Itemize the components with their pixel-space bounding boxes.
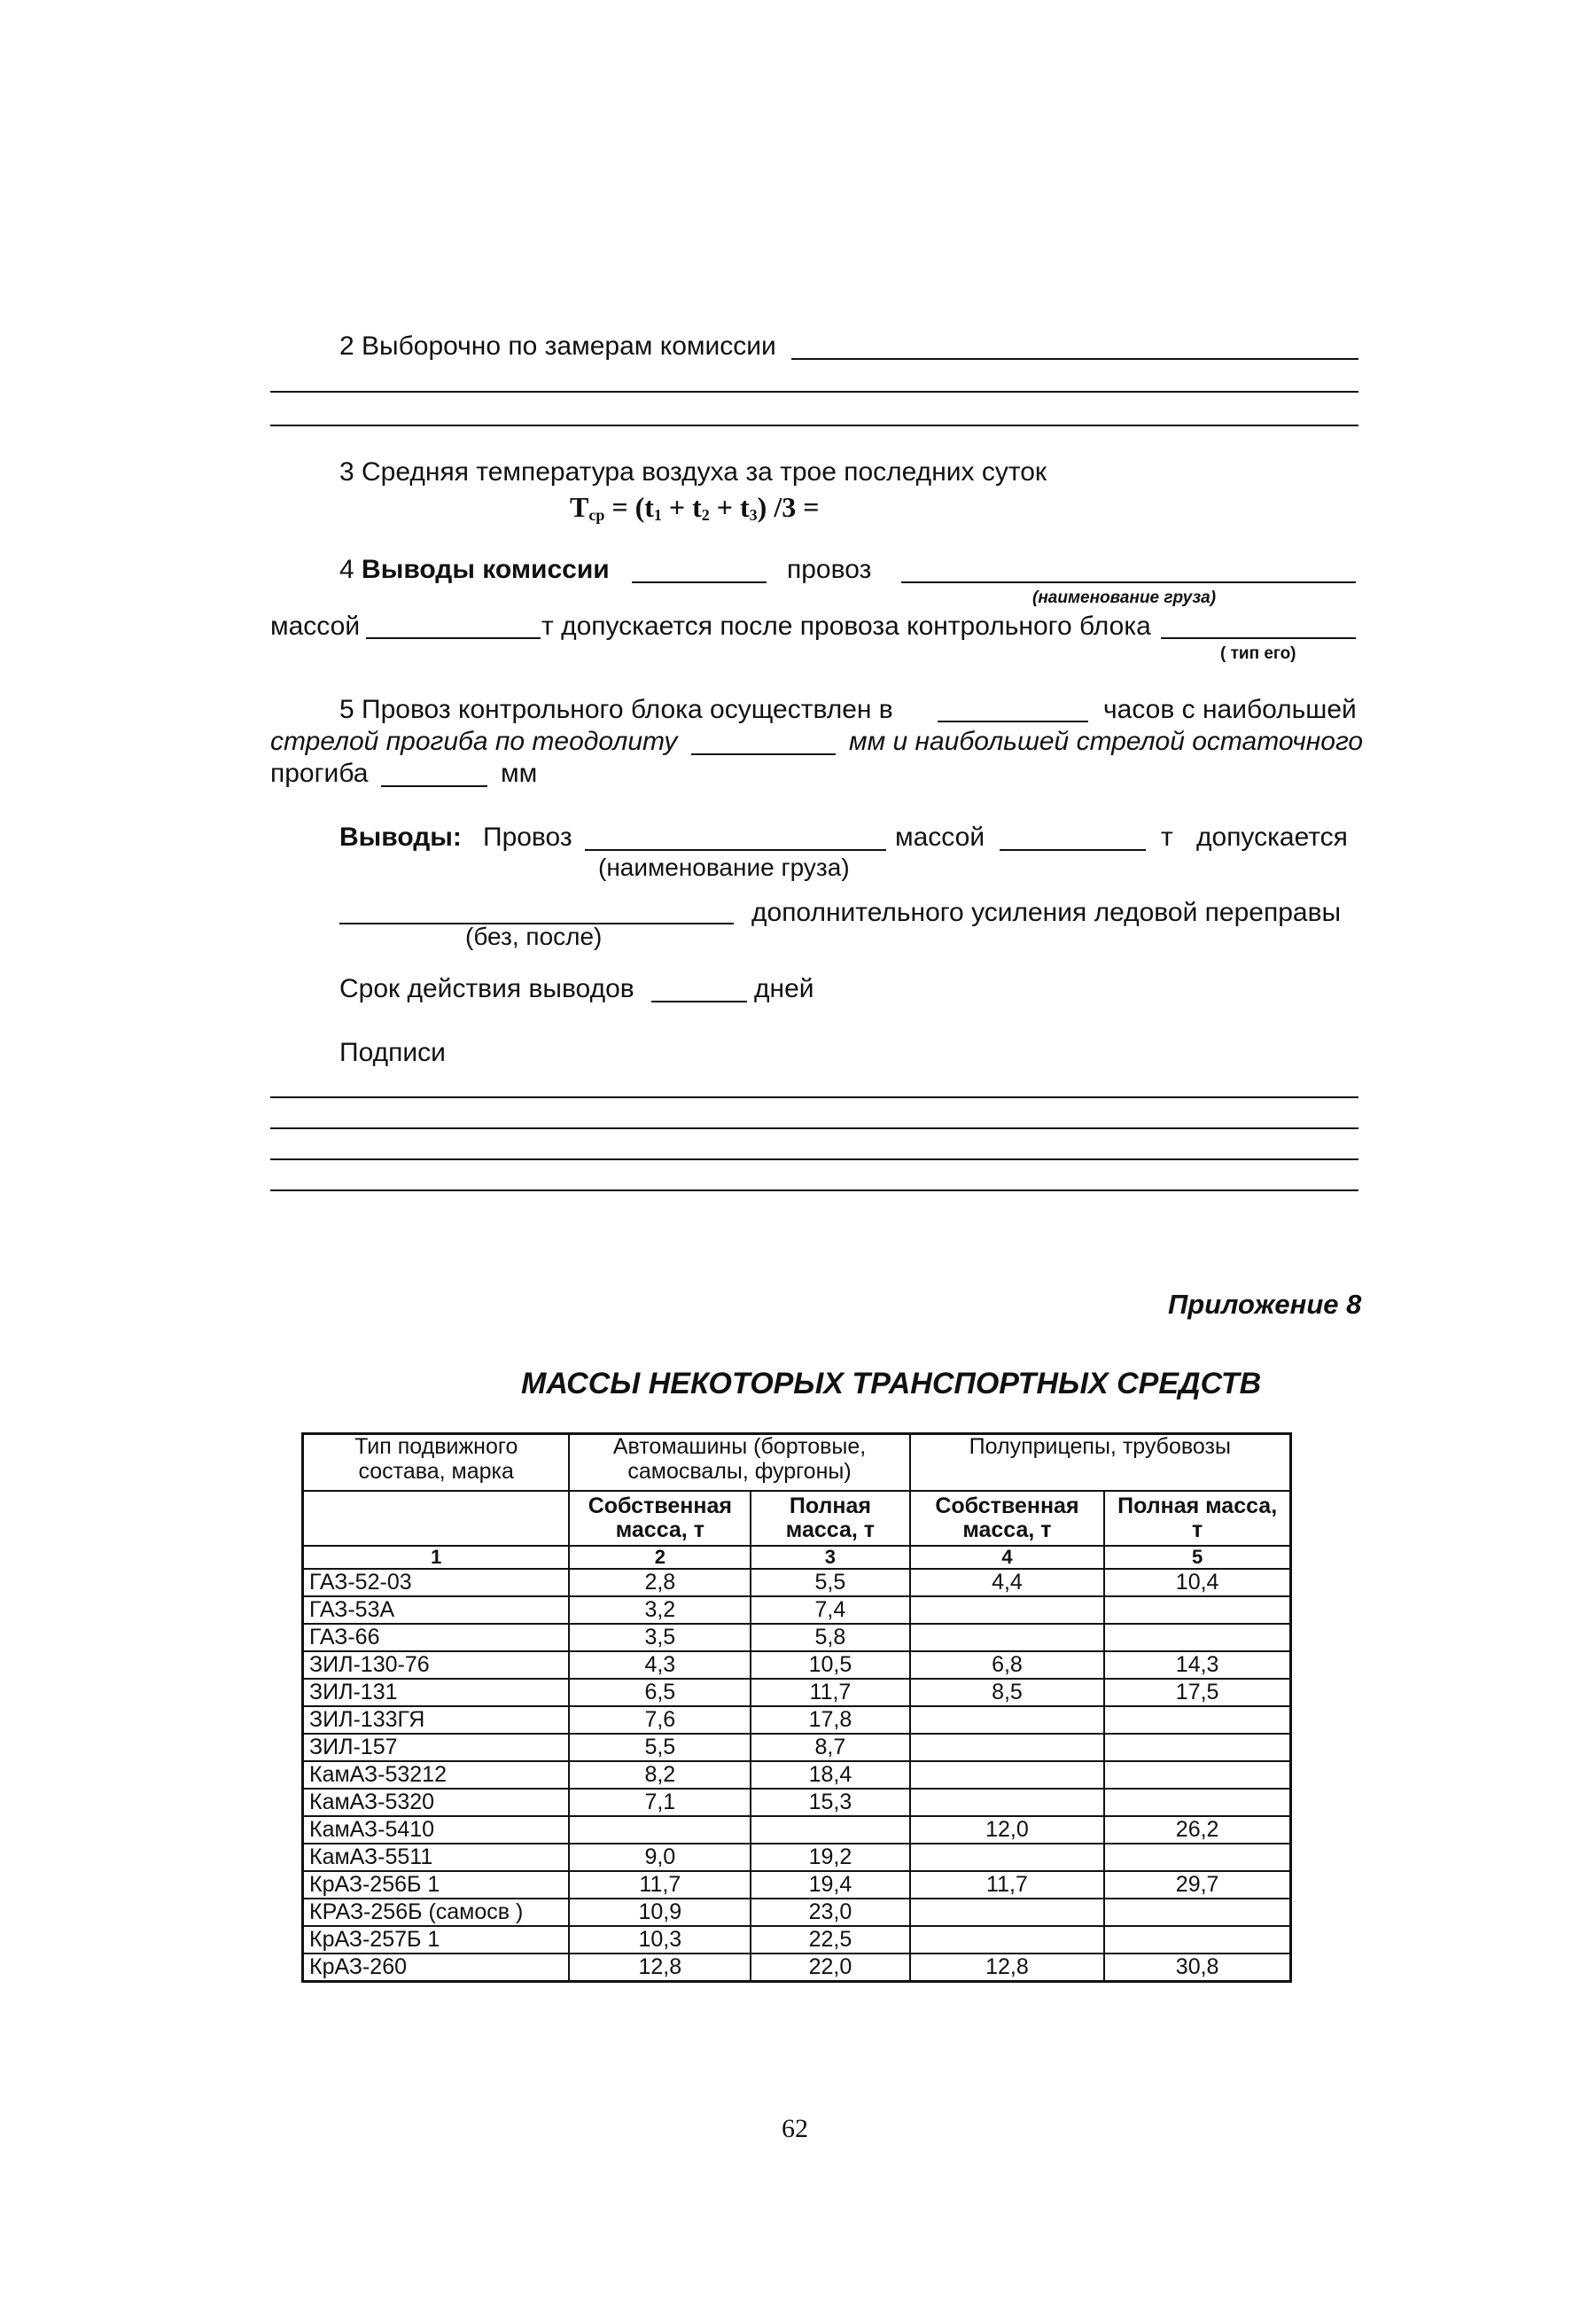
table-row (303, 1651, 1291, 1679)
column-number: 5 (1104, 1546, 1290, 1569)
header-vehicle-type: Тип подвижного состава, марка (303, 1434, 570, 1492)
mass-value: 26,2 (1104, 1816, 1290, 1844)
mass-value: 10,3 (569, 1926, 751, 1954)
formula-plus-2: + t (716, 491, 750, 523)
conclusions-before-after-note: (без, после) (465, 923, 603, 950)
header-empty (303, 1491, 570, 1546)
table-row (303, 1789, 1291, 1816)
appendix-title: МАССЫ НЕКОТОРЫХ ТРАНСПОРТНЫХ СРЕДСТВ (521, 1367, 1262, 1400)
mass-value (910, 1706, 1105, 1734)
formula-t: T (570, 491, 589, 523)
mass-value: 2,8 (569, 1569, 751, 1596)
item5-line3-a: прогиба (270, 759, 369, 788)
mass-value: 12,8 (569, 1954, 751, 1982)
mass-value: 3,2 (569, 1596, 751, 1624)
item5-deflection-blank[interactable] (691, 753, 836, 755)
mass-value (910, 1761, 1105, 1789)
column-number: 4 (910, 1546, 1105, 1569)
item4-number: 4 (339, 555, 354, 584)
item4-type-blank[interactable] (1161, 637, 1356, 639)
vehicle-model: ГАЗ-52-03 (303, 1569, 570, 1596)
mass-value: 17,8 (751, 1706, 909, 1734)
mass-value: 11,7 (910, 1871, 1105, 1899)
item5-line2-a: стрелой прогиба по теодолиту (270, 727, 678, 756)
formula-cp: ср (588, 506, 605, 524)
table-row (303, 1816, 1291, 1844)
mass-value: 14,3 (1104, 1651, 1290, 1679)
mass-value (1104, 1734, 1290, 1761)
table-row (303, 1899, 1291, 1926)
mass-value (910, 1596, 1105, 1624)
table-header-row-1 (303, 1434, 1291, 1492)
conclusions-mass-blank[interactable] (1000, 849, 1146, 851)
mass-value (910, 1926, 1105, 1954)
formula-plus-1: + t (668, 491, 702, 523)
mass-value: 10,5 (751, 1651, 909, 1679)
formula-sub-1: 1 (653, 506, 662, 524)
header-semi-own-mass: Собственная масса, т (910, 1491, 1105, 1546)
mass-value: 5,5 (569, 1734, 751, 1761)
mass-value (1104, 1761, 1290, 1789)
mass-value (1104, 1926, 1290, 1954)
mass-value (910, 1789, 1105, 1816)
item4-mass-label: массой (270, 612, 361, 641)
signature-line-1[interactable] (270, 1096, 1358, 1098)
mass-value (910, 1734, 1105, 1761)
item2-blank[interactable] (791, 358, 1358, 360)
item3-label: 3 Средняя температура воздуха за трое последних суток (339, 457, 1047, 487)
mass-value: 23,0 (751, 1899, 909, 1926)
column-number: 2 (569, 1546, 751, 1569)
conclusions-label: Выводы: (339, 823, 462, 852)
table-row (303, 1926, 1291, 1954)
mass-value: 19,2 (751, 1844, 909, 1871)
mass-value: 7,1 (569, 1789, 751, 1816)
table-header-row-2 (303, 1491, 1291, 1546)
conclusions-reinforcement: дополнительного усиления ледовой переправы (751, 898, 1342, 927)
header-semitrailers: Полуприцепы, трубовозы (910, 1434, 1291, 1492)
conclusions-cargo-blank[interactable] (585, 849, 886, 851)
item2-line-3[interactable] (270, 425, 1358, 426)
table-row (303, 1569, 1291, 1596)
validity-days-blank[interactable] (651, 1001, 747, 1002)
conclusions-mass-label: массой (895, 823, 985, 852)
item4-heading (339, 557, 610, 583)
item5-hours-blank[interactable] (938, 721, 1088, 722)
mass-value: 7,4 (751, 1596, 909, 1624)
conclusions-cargo-note: (наименование груза) (598, 854, 850, 881)
validity-days: дней (754, 974, 814, 1003)
appendix-label: Приложение 8 (1168, 1289, 1362, 1320)
table-row (303, 1679, 1291, 1706)
table-row (303, 1954, 1291, 1982)
mass-value (910, 1844, 1105, 1871)
table-row (303, 1624, 1291, 1651)
item2-line-2[interactable] (270, 391, 1358, 393)
table-row (303, 1844, 1291, 1871)
table-row (303, 1871, 1291, 1899)
mass-value: 6,5 (569, 1679, 751, 1706)
mass-value: 29,7 (1104, 1871, 1290, 1899)
header-trucks: Автомашины (бортовые, самосвалы, фургоны) (569, 1434, 909, 1492)
vehicle-model: ГАЗ-53А (303, 1596, 570, 1624)
mass-value: 15,3 (751, 1789, 909, 1816)
mass-value: 4,4 (910, 1569, 1105, 1596)
mass-value: 8,2 (569, 1761, 751, 1789)
mass-value: 12,0 (910, 1816, 1105, 1844)
vehicle-model: ЗИЛ-133ГЯ (303, 1706, 570, 1734)
column-number: 1 (303, 1546, 570, 1569)
mass-value (1104, 1624, 1290, 1651)
mass-value (1104, 1596, 1290, 1624)
vehicle-model: ЗИЛ-157 (303, 1734, 570, 1761)
signature-line-3[interactable] (270, 1158, 1358, 1160)
item4-type-note: ( тип его) (1220, 644, 1296, 663)
vehicle-model: КрАЗ-257Б 1 (303, 1926, 570, 1954)
item4-cargo-blank[interactable] (901, 581, 1356, 583)
header-truck-full-mass: Полная масса, т (751, 1491, 909, 1546)
conclusions-provoz: Провоз (483, 823, 572, 852)
mass-value (1104, 1789, 1290, 1816)
vehicle-model: КРАЗ-256Б (самосв ) (303, 1899, 570, 1926)
vehicle-model: ЗИЛ-131 (303, 1679, 570, 1706)
vehicle-model: ГАЗ-66 (303, 1624, 570, 1651)
formula-tail: ) /3 = (757, 491, 820, 523)
item4-text: т допускается после провоза контрольного блока (541, 612, 1151, 641)
mass-value (569, 1816, 751, 1844)
vehicle-model: КрАЗ-256Б 1 (303, 1871, 570, 1899)
table-row (303, 1706, 1291, 1734)
vehicle-model: ЗИЛ-130-76 (303, 1651, 570, 1679)
mean-temperature-formula (570, 493, 819, 523)
vehicle-model: КамАЗ-5320 (303, 1789, 570, 1816)
formula-eq: = (t (611, 491, 654, 523)
item5-line1-a: 5 Провоз контрольного блока осуществлен в (339, 695, 893, 724)
mass-value (910, 1624, 1105, 1651)
mass-value (751, 1816, 909, 1844)
mass-value: 7,6 (569, 1706, 751, 1734)
mass-value: 10,4 (1104, 1569, 1290, 1596)
mass-value: 5,5 (751, 1569, 909, 1596)
item4-bold-label: Выводы комиссии (362, 555, 610, 584)
mass-value: 3,5 (569, 1624, 751, 1651)
mass-value: 8,5 (910, 1679, 1105, 1706)
mass-value: 10,9 (569, 1899, 751, 1926)
mass-value: 22,5 (751, 1926, 909, 1954)
formula-sub-2: 2 (701, 506, 710, 524)
mass-value (1104, 1706, 1290, 1734)
vehicle-model: КамАЗ-5410 (303, 1816, 570, 1844)
conclusions-t: т (1161, 823, 1173, 852)
formula-sub-3: 3 (749, 506, 758, 524)
validity-label: Срок действия выводов (339, 974, 634, 1003)
signatures-label: Подписи (339, 1038, 446, 1067)
item4-mass-blank[interactable] (366, 637, 541, 639)
mass-value (1104, 1844, 1290, 1871)
page-number: 62 (782, 2114, 808, 2143)
mass-value: 9,0 (569, 1844, 751, 1871)
mass-value: 8,7 (751, 1734, 909, 1761)
item5-line1-b: часов с наибольшей (1103, 695, 1357, 724)
mass-value: 5,8 (751, 1624, 909, 1651)
table-row (303, 1734, 1291, 1761)
mass-value (910, 1899, 1105, 1926)
mass-value: 4,3 (569, 1651, 751, 1679)
item5-residual-blank[interactable] (381, 785, 487, 787)
item5-line3-b: мм (501, 759, 538, 788)
mass-value (1104, 1899, 1290, 1926)
column-number: 3 (751, 1546, 909, 1569)
table-row (303, 1761, 1291, 1789)
mass-value: 17,5 (1104, 1679, 1290, 1706)
mass-value: 12,8 (910, 1954, 1105, 1982)
table-row (303, 1596, 1291, 1624)
mass-value: 19,4 (751, 1871, 909, 1899)
vehicle-model: КамАЗ-5511 (303, 1844, 570, 1871)
vehicle-model: КрАЗ-260 (303, 1954, 570, 1982)
item5-line2-b: мм и наибольшей стрелой остаточного (849, 727, 1364, 756)
mass-value: 30,8 (1104, 1954, 1290, 1982)
signature-line-2[interactable] (270, 1127, 1358, 1129)
conclusions-allowed: допускается (1196, 823, 1348, 852)
table-body (303, 1569, 1291, 1982)
signature-line-4[interactable] (270, 1189, 1358, 1191)
mass-value: 18,4 (751, 1761, 909, 1789)
mass-value: 6,8 (910, 1651, 1105, 1679)
header-semi-full-mass: Полная масса, т (1104, 1491, 1290, 1546)
header-truck-own-mass: Собственная масса, т (569, 1491, 751, 1546)
item4-blank-1[interactable] (632, 581, 767, 583)
item2-label: 2 Выборочно по замерам комиссии (339, 331, 776, 361)
vehicle-model: КамАЗ-53212 (303, 1761, 570, 1789)
mass-value: 11,7 (751, 1679, 909, 1706)
item4-cargo-note: (наименование груза) (1032, 589, 1217, 607)
vehicle-mass-table (301, 1432, 1292, 1983)
item4-provoz: провоз (787, 555, 872, 584)
mass-value: 11,7 (569, 1871, 751, 1899)
mass-value: 22,0 (751, 1954, 909, 1982)
table-column-numbers (303, 1546, 1291, 1569)
